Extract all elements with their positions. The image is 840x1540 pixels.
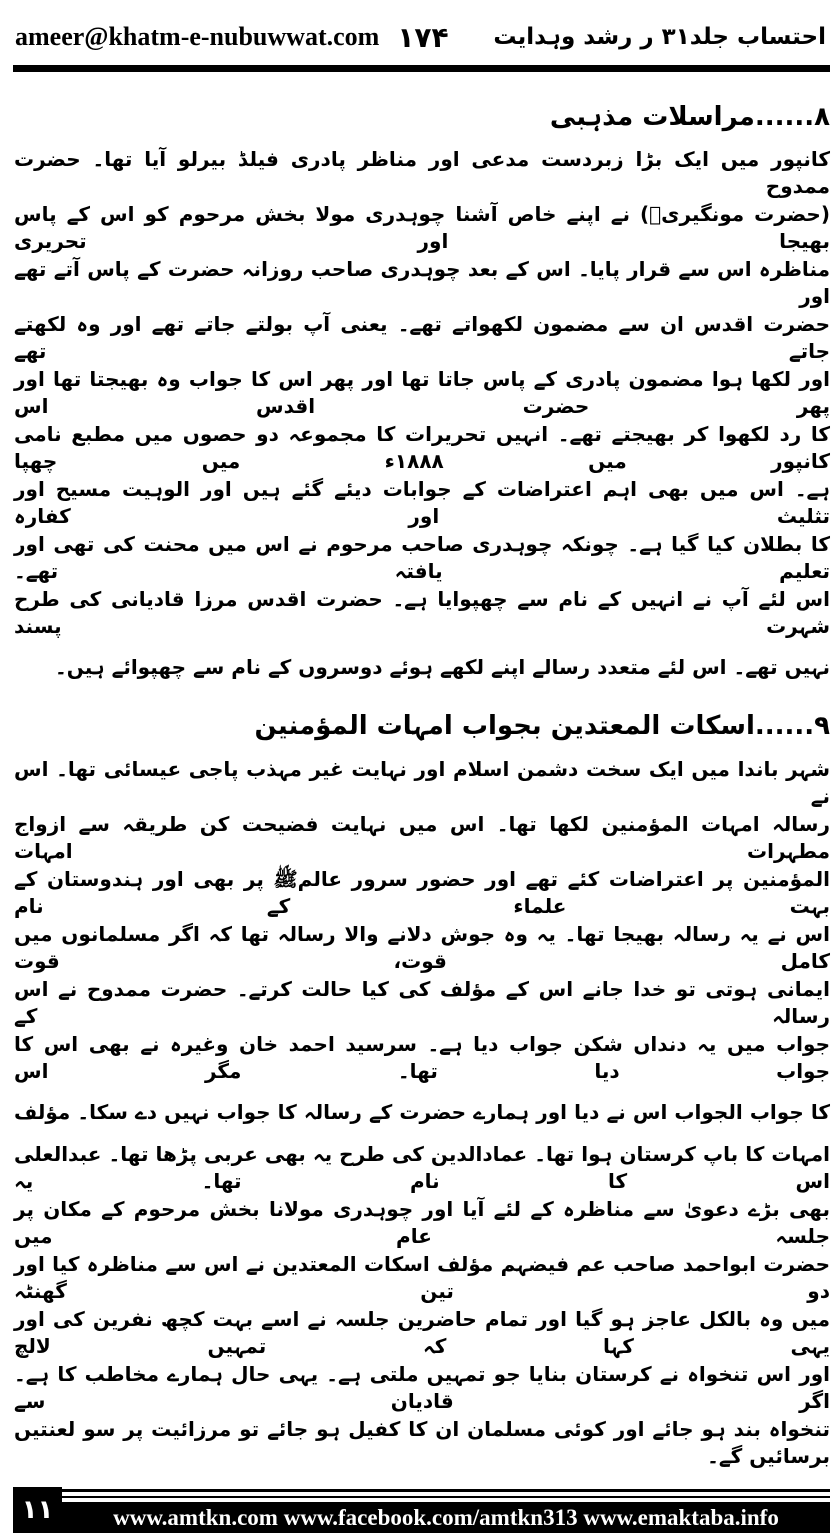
paragraph-line	[14, 865, 830, 920]
paragraph-line-text: نہیں تھے۔ اس لئے متعدد رسالے اپنے لکھے ہوئے دوسروں کے نام سے چھپوائے ہیں۔	[55, 655, 830, 679]
paragraph-line-text: بھی بڑے دعویٰ سے مناظرہ کے لئے آیا اور چوہدری مولانا بخش مرحوم کے مکان پر جلسہ عام میں	[14, 1196, 830, 1248]
paragraph-line-text: اس نے یہ رسالہ بھیجا تھا۔ یہ وہ جوش دلانے والا رسالہ تھا کہ اگر مسلمانوں میں کامل قوت، قوت	[14, 921, 830, 973]
paragraph-line-text: شہر باندا میں ایک سخت دشمن اسلام اور نہایت غیر مہذب پاجی عیسائی تھا۔ اس نے	[14, 756, 830, 808]
page-header	[15, 14, 826, 60]
paragraph-line	[14, 310, 830, 365]
paragraph-line	[14, 975, 830, 1030]
paragraph-line	[14, 420, 830, 475]
paragraph-line-text: کا بطلان کیا گیا ہے۔ چونکہ چوہدری صاحب مرحوم نے اس میں محنت کی تھی اور تعلیم یافتہ تھے۔	[14, 531, 830, 583]
paragraph-line	[14, 810, 830, 865]
footer-rule	[62, 1496, 830, 1498]
paragraph-line-text: رسالہ امہات المؤمنین لکھا تھا۔ اس میں نہایت فضیحت کن طریقہ سے ازواج مطہرات امہات	[14, 811, 830, 863]
paragraph-line-text: (حضرت مونگیریؒ) نے اپنے خاص آشنا چوہدری مولا بخش مرحوم کو اس کے پاس بھیجا اور تحریری	[14, 201, 830, 253]
paragraph-line-text: جواب میں یہ دنداں شکن جواب دیا ہے۔ سرسید احمد خان وغیرہ نے بھی اس کا جواب دیا تھا۔ مگر اس	[14, 1031, 830, 1083]
paragraph-line	[14, 1415, 830, 1470]
paragraph-line	[14, 755, 830, 810]
paragraph-line-text: میں وہ بالکل عاجز ہو گیا اور تمام حاضرین جلسہ نے اسے بہت کچھ نفرین کی اور یہی کہا کہ تمہیں لالچ	[14, 1306, 830, 1358]
paragraph-line-text: اور لکھا ہوا مضمون پادری کے پاس جاتا تھا اور پھر اس کا جواب وہ بھیجتا تھا اور پھر حضرت اقدس اس	[14, 366, 830, 418]
paragraph-line-text: کا جواب الجواب اس نے دیا اور ہمارے حضرت کے رسالہ کا جواب نہیں دے سکا۔ مؤلف	[14, 1100, 830, 1124]
paragraph-line	[14, 145, 830, 200]
paragraph-line-text: تنخواہ بند ہو جائے اور کوئی مسلمان ان کا کفیل ہو جائے تو مرزائیت پر سو لعنتیں برسائیں گے۔	[14, 1416, 830, 1468]
footer-links: www.amtkn.com www.facebook.com/amtkn313 www.emaktaba.info	[62, 1502, 830, 1533]
header-email: ameer@khatm-e-nubuwwat.com	[15, 22, 380, 51]
paragraph-line-text: اور اس تنخواہ نے کرستان بنایا جو تمہیں ملتی ہے۔ یہی حال ہمارے مخاطب کا ہے۔ اگر قادیان سے	[14, 1361, 830, 1413]
paragraph-line	[14, 255, 830, 310]
paragraph-line	[14, 585, 830, 640]
paragraph-line	[14, 365, 830, 420]
footer-rule	[62, 1489, 830, 1492]
paragraph-line-text: ایمانی ہوتی تو خدا جانے اس کے مؤلف کی کیا حالت کرتے۔ حضرت ممدوح نے اس رسالہ کے	[14, 976, 830, 1028]
paragraph-line	[14, 1305, 830, 1360]
book-title: احتساب جلد۳۱ ر رشد وہدایت	[493, 24, 826, 50]
section-heading: ۸......مراسلات مذہبی	[549, 102, 830, 132]
footer-box-number: ۱۱	[13, 1487, 62, 1533]
paragraph-line	[14, 640, 830, 695]
paragraph-line-text: اس لئے آپ نے انہیں کے نام سے چھپوایا ہے۔ حضرت اقدس مرزا قادیانی کی طرح شہرت پسند	[14, 586, 830, 638]
paragraph-line	[14, 920, 830, 975]
paragraph-line-text: المؤمنین پر اعتراضات کئے تھے اور حضور سرور عالمﷺ پر بھی اور ہندوستان کے بہت علماء کے نام	[14, 866, 830, 918]
paragraph-line	[14, 1250, 830, 1305]
paragraph-line	[14, 200, 830, 255]
paragraph-line-text: حضرت اقدس ان سے مضمون لکھواتے تھے۔ یعنی آپ بولتے جاتے تھے اور وہ لکھتے جاتے تھے	[14, 311, 830, 363]
paragraph-line	[14, 1360, 830, 1415]
paragraph-line	[14, 530, 830, 585]
paragraph-line-text: کا رد لکھوا کر بھیجتے تھے۔ انہیں تحریرات کا مجموعہ دو حصوں میں مطبع نامی کانپور میں ۱۸۸۸ء میں چھپا	[14, 421, 830, 473]
paragraph-line-text: کانپور میں ایک بڑا زبردست مدعی اور مناظر پادری فیلڈ بیرلو آیا تھا۔ حضرت ممدوح	[14, 146, 830, 198]
page-number: ۱۷۴	[397, 20, 449, 54]
paragraph-line	[14, 1085, 830, 1140]
header-rule	[13, 65, 830, 72]
section-heading: ۹......اسکات المعتدین بجواب امہات المؤمنین	[254, 711, 830, 741]
page-body	[14, 90, 830, 1470]
paragraph-line	[14, 1140, 830, 1195]
paragraph-line-text: ہے۔ اس میں بھی اہم اعتراضات کے جوابات دیئے گئے ہیں اور الوہیت مسیح اور تثلیث اور کفارہ	[14, 476, 830, 528]
paragraph-line	[14, 1030, 830, 1085]
paragraph-line	[14, 475, 830, 530]
paragraph-line-text: مناظرہ اس سے قرار پایا۔ اس کے بعد چوہدری صاحب روزانہ حضرت کے پاس آتے تھے اور	[14, 256, 830, 308]
paragraph-line-text: حضرت ابواحمد صاحب عم فیضہم مؤلف اسکات المعتدین نے اس سے مناظرہ کیا اور دو تین گھنٹہ	[14, 1251, 830, 1303]
paragraph-line-text: امہات کا باپ کرستان ہوا تھا۔ عمادالدین کی طرح یہ بھی عربی پڑھا تھا۔ عبدالعلی اس کا نام تھا۔ یہ	[14, 1141, 830, 1193]
paragraph-line	[14, 1195, 830, 1250]
